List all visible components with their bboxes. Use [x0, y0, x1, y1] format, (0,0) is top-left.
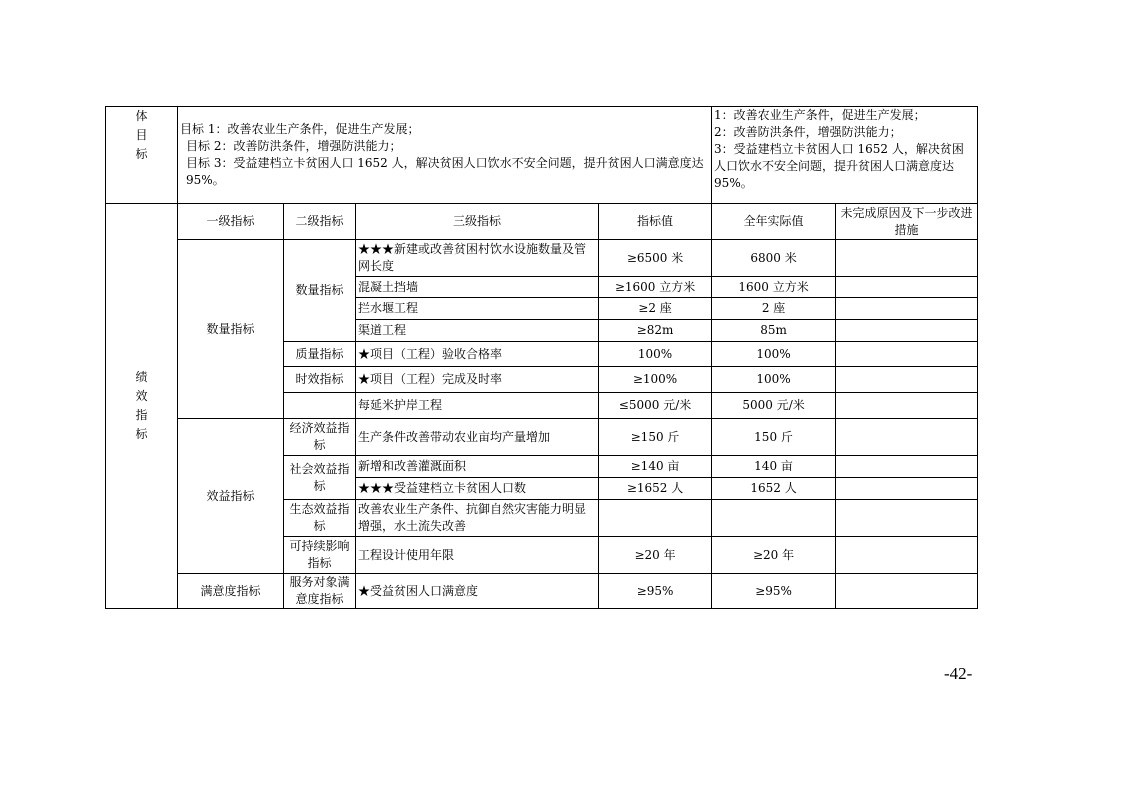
actual-cell: 100%: [712, 342, 836, 367]
target-cell: ≥95%: [599, 574, 712, 609]
group-quantity: 数量指标: [178, 240, 284, 419]
actual-cell: 5000 元/米: [712, 393, 836, 419]
item-cell: 新增和改善灌溉面积: [356, 456, 599, 478]
item-cell: 拦水堰工程: [356, 298, 599, 320]
target-cell: ≤5000 元/米: [599, 393, 712, 419]
table-row: [106, 240, 978, 277]
actual-cell: 100%: [712, 367, 836, 393]
header-level2: 二级指标: [284, 204, 356, 240]
actual-cell: 140 亩: [712, 456, 836, 478]
reason-cell: [836, 574, 978, 609]
item-cell: 渠道工程: [356, 320, 599, 342]
subgroup-empty: [284, 393, 356, 419]
target-cell: ≥150 斤: [599, 419, 712, 456]
target-cell: ≥2 座: [599, 298, 712, 320]
subgroup-ecological: 生态效益指标: [284, 500, 356, 537]
item-cell: ★★★新建或改善贫困村饮水设施数量及管网长度: [356, 240, 599, 277]
actual-cell: [712, 500, 836, 537]
reason-cell: [836, 320, 978, 342]
group-satisfaction: 满意度指标: [178, 574, 284, 609]
actual-cell: 85m: [712, 320, 836, 342]
reason-cell: [836, 456, 978, 478]
reason-cell: [836, 240, 978, 277]
subgroup-count: 数量指标: [284, 240, 356, 342]
goals-row: [106, 107, 978, 204]
table-row: [106, 574, 978, 609]
subgroup-service: 服务对象满意度指标: [284, 574, 356, 609]
actual-cell: 2 座: [712, 298, 836, 320]
reason-cell: [836, 500, 978, 537]
item-cell: 每延米护岸工程: [356, 393, 599, 419]
table-row: [106, 419, 978, 456]
target-cell: ≥6500 米: [599, 240, 712, 277]
reason-cell: [836, 537, 978, 574]
page-number: -42-: [944, 664, 973, 683]
actual-cell: ≥95%: [712, 574, 836, 609]
subgroup-timeliness: 时效指标: [284, 367, 356, 393]
item-cell: 混凝土挡墙: [356, 277, 599, 298]
actual-cell: ≥20 年: [712, 537, 836, 574]
header-actual: 全年实际值: [712, 204, 836, 240]
target-cell: ≥82m: [599, 320, 712, 342]
item-cell: ★★★受益建档立卡贫困人口数: [356, 478, 599, 500]
header-level1: 一级指标: [178, 204, 284, 240]
target-cell: [599, 500, 712, 537]
item-cell: ★受益贫困人口满意度: [356, 574, 599, 609]
subgroup-economic: 经济效益指标: [284, 419, 356, 456]
performance-table: [105, 106, 978, 609]
annual-target-text: 目标 1：改善农业生产条件，促进生产发展； 目标 2：改善防洪条件，增强防洪能力； 目标 3：受益建档立卡贫困人口 1652 人，解决贫困人口饮水不安全问题，提升贫困人口满意度达 95%。: [178, 107, 712, 204]
header-target: 指标值: [599, 204, 712, 240]
target-cell: ≥100%: [599, 367, 712, 393]
reason-cell: [836, 277, 978, 298]
group-benefit: 效益指标: [178, 419, 284, 574]
target-cell: 100%: [599, 342, 712, 367]
reason-cell: [836, 367, 978, 393]
reason-cell: [836, 342, 978, 367]
target-cell: ≥140 亩: [599, 456, 712, 478]
header-reason: 未完成原因及下一步改进措施: [836, 204, 978, 240]
target-cell: ≥20 年: [599, 537, 712, 574]
actual-cell: 1600 立方米: [712, 277, 836, 298]
item-cell: ★项目（工程）完成及时率: [356, 367, 599, 393]
target-cell: ≥1600 立方米: [599, 277, 712, 298]
item-cell: 生产条件改善带动农业亩均产量增加: [356, 419, 599, 456]
header-level3: 三级指标: [356, 204, 599, 240]
actual-cell: 150 斤: [712, 419, 836, 456]
item-cell: 改善农业生产条件、抗御自然灾害能力明显增强，水土流失改善: [356, 500, 599, 537]
reason-cell: [836, 419, 978, 456]
overall-goal-label: 体 目 标: [106, 107, 178, 204]
subgroup-social: 社会效益指标: [284, 456, 356, 500]
header-row: [106, 204, 978, 240]
reason-cell: [836, 298, 978, 320]
item-cell: 工程设计使用年限: [356, 537, 599, 574]
actual-cell: 6800 米: [712, 240, 836, 277]
subgroup-quality: 质量指标: [284, 342, 356, 367]
target-cell: ≥1652 人: [599, 478, 712, 500]
performance-indicator-label: 绩 效 指 标: [106, 204, 178, 609]
actual-cell: 1652 人: [712, 478, 836, 500]
reason-cell: [836, 478, 978, 500]
actual-completion-text: 1：改善农业生产条件，促进生产发展； 2：改善防洪条件，增强防洪能力； 3：受益建档立卡贫困人口 1652 人，解决贫困人口饮水不安全问题，提升贫困人口满意度达 95%。: [712, 107, 978, 204]
item-cell: ★项目（工程）验收合格率: [356, 342, 599, 367]
subgroup-sustainable: 可持续影响指标: [284, 537, 356, 574]
reason-cell: [836, 393, 978, 419]
